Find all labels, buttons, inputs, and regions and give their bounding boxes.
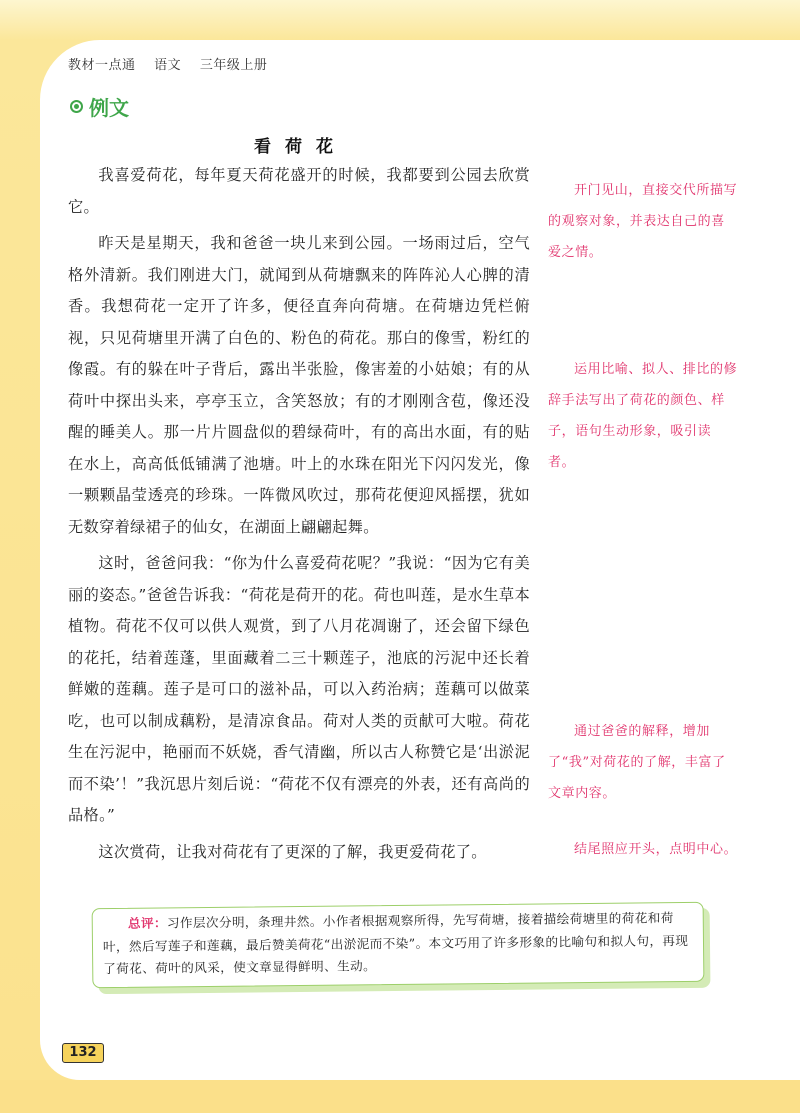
essay-title: 看荷花 (254, 137, 347, 157)
page-header (68, 54, 281, 73)
page-number: 132 (62, 1043, 104, 1063)
summary-label: 总评： (127, 915, 168, 931)
header-subject: 语文 (154, 58, 182, 73)
bullet-icon (70, 100, 83, 113)
summary-box (92, 902, 705, 988)
margin-note: 开门见山，直接交代所描写的观察对象，并表达自己的喜爱之情。 (548, 183, 738, 260)
summary-text: 习作层次分明，条理井然。小作者根据观察所得，先写荷塘，接着描绘荷塘里的荷花和荷叶，然后写莲子和莲藕，最后赞美荷花“出淤泥而不染”。本文巧用了许多形象的比喻句和拟人句，再现了荷花、荷叶的风采，使文章显得鲜明、生动。 (102, 910, 689, 977)
essay-body (68, 160, 530, 873)
section-heading (70, 92, 129, 121)
header-grade: 三年级上册 (199, 58, 268, 73)
essay-paragraph: 这次赏荷，让我对荷花有了更深的了解，我更爱荷花了。 (98, 842, 487, 861)
bottom-band (0, 1080, 800, 1113)
section-label: 例文 (89, 96, 129, 120)
margin-note: 运用比喻、拟人、排比的修辞手法写出了荷花的颜色、样子，语句生动形象，吸引读者。 (548, 362, 738, 470)
header-book: 教材一点通 (68, 58, 136, 73)
margin-note: 通过爸爸的解释，增加了“我”对荷花的了解，丰富了文章内容。 (548, 724, 726, 801)
essay-paragraph: 这时，爸爸问我：“你为什么喜爱荷花呢？”我说：“因为它有美丽的姿态。”爸爸告诉我：“荷花是荷开的花。荷也叫莲，是水生草本植物。荷花不仅可以供人观赏，到了八月花凋谢了，还会留下绿色的花托，结着莲蓬，里面藏着二三十颗莲子，池底的污泥中还长着鲜嫩的莲藕。莲子是可口的滋补品，可以入药治病；莲藕可以做菜吃，也可以制成藕粉，是清凉食品。荷对人类的贡献可大啦。荷花生在污泥中，艳丽而不妖娆，香气清幽，所以古人称赞它是‘出淤泥而不染’！”我沉思片刻后说：“荷花不仅有漂亮的外表，还有高尚的品格。” (68, 554, 530, 824)
essay-paragraph: 昨天是星期天，我和爸爸一块儿来到公园。一场雨过后，空气格外清新。我们刚进大门，就闻到从荷塘飘来的阵阵沁人心脾的清香。我想荷花一定开了许多，便径直奔向荷塘。在荷塘边凭栏俯视，只见荷塘里开满了白色的、粉色的荷花。那白的像雪，粉红的像霞。有的躲在叶子背后，露出半张脸，像害羞的小姑娘；有的从荷叶中探出头来，亭亭玉立，含笑怒放；有的才刚刚含苞，像还没醒的睡美人。那一片片圆盘似的碧绿荷叶，有的高出水面，有的贴在水上，高高低低铺满了池塘。叶上的水珠在阳光下闪闪发光，像一颗颗晶莹透亮的珍珠。一阵微风吹过，那荷花便迎风摇摆，犹如无数穿着绿裙子的仙女，在湖面上翩翩起舞。 (68, 234, 530, 536)
margin-note: 结尾照应开头，点明中心。 (574, 842, 738, 857)
essay-paragraph: 我喜爱荷花，每年夏天荷花盛开的时候，我都要到公园去欣赏它。 (68, 166, 530, 216)
